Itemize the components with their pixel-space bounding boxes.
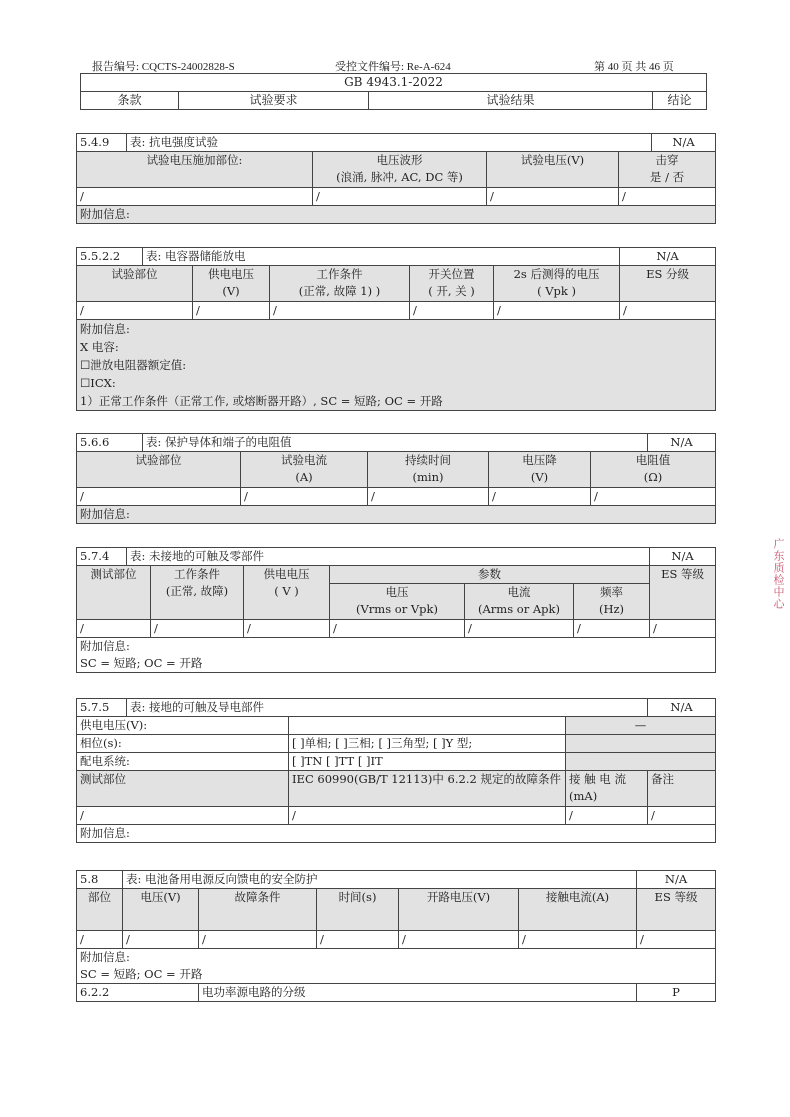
- next-clause-number: 6.2.2: [77, 984, 199, 1002]
- table-5-5-2-2: [76, 247, 716, 411]
- cell: /: [77, 302, 193, 320]
- verdict: N/A: [650, 548, 716, 566]
- cell: /: [77, 807, 289, 825]
- col-header-fault-condition: IEC 60990(GB/T 12113)中 6.2.2 规定的故障条件: [289, 771, 566, 807]
- cell: /: [487, 188, 619, 206]
- col-header-es-class: ES 等级: [650, 566, 716, 620]
- phase-blank: [566, 735, 716, 753]
- col-header-location: 测试部位: [77, 771, 289, 807]
- col-header-2s-voltage: 2s 后测得的电压 ( Vpk ): [494, 266, 620, 302]
- table-5-4-9: [76, 133, 716, 224]
- cell: /: [199, 931, 317, 949]
- table-title: 表: 电容器储能放电: [143, 248, 620, 266]
- col-header-location: 试验部位: [77, 266, 193, 302]
- table-5-7-4: [76, 547, 716, 673]
- cell: /: [193, 302, 270, 320]
- cell: /: [494, 302, 620, 320]
- col-header-remarks: 备注: [648, 771, 716, 807]
- col-result: 试验结果: [369, 92, 653, 110]
- table-title: 表: 保护导体和端子的电阻值: [143, 434, 648, 452]
- table-5-6-6: [76, 433, 716, 524]
- cell: /: [313, 188, 487, 206]
- cell: /: [241, 488, 368, 506]
- clause-number: 5.7.4: [77, 548, 127, 566]
- cell: /: [77, 620, 151, 638]
- clause-number: 5.4.9: [77, 134, 127, 152]
- col-header-location: 试验部位: [77, 452, 241, 488]
- cell: /: [330, 620, 465, 638]
- cell: /: [399, 931, 519, 949]
- col-header-es-class: ES 等级: [637, 889, 716, 931]
- table-5-7-5: [76, 698, 716, 843]
- additional-info: 附加信息:: [77, 206, 716, 224]
- cell: /: [410, 302, 494, 320]
- col-header-condition: 工作条件 (正常, 故障 1) ): [270, 266, 410, 302]
- col-header-frequency: 频率 (Hz): [574, 584, 650, 620]
- cell: /: [151, 620, 244, 638]
- col-header-voltage: 电压(V): [123, 889, 199, 931]
- col-header-touch-current: 接触电流(A): [519, 889, 637, 931]
- seal-stamp: 广东质检中心: [772, 538, 785, 610]
- verdict: N/A: [620, 248, 716, 266]
- clause-number: 5.8: [77, 871, 123, 889]
- col-header-switch: 开关位置 ( 开, 关 ): [410, 266, 494, 302]
- col-header-current: 试验电流 (A): [241, 452, 368, 488]
- col-header-voltage: 试验电压(V): [487, 152, 619, 188]
- phase-options: [ ]单相; [ ]三相; [ ]三角型; [ ]Y 型;: [289, 735, 566, 753]
- report-number: 报告编号: CQCTS-24002828-S: [92, 61, 235, 73]
- cell: /: [77, 488, 241, 506]
- col-header-resistance: 电阻值 (Ω): [591, 452, 716, 488]
- cell: /: [591, 488, 716, 506]
- table-title: 表: 未接地的可触及零部件: [127, 548, 650, 566]
- col-header-waveform: 电压波形 (浪涌, 脉冲, AC, DC 等): [313, 152, 487, 188]
- verdict: N/A: [648, 699, 716, 717]
- cell: /: [123, 931, 199, 949]
- table-5-8: [76, 870, 716, 1002]
- next-clause-verdict: P: [637, 984, 716, 1002]
- verdict: N/A: [637, 871, 716, 889]
- col-header-time: 时间(s): [317, 889, 399, 931]
- cell: /: [77, 188, 313, 206]
- col-clause: 条款: [81, 92, 179, 110]
- col-header-location: 测试部位: [77, 566, 151, 620]
- verdict: N/A: [648, 434, 716, 452]
- col-header-open-voltage: 开路电压(V): [399, 889, 519, 931]
- col-requirement: 试验要求: [179, 92, 369, 110]
- cell: /: [620, 302, 716, 320]
- distribution-label: 配电系统:: [77, 753, 289, 771]
- clause-number: 5.7.5: [77, 699, 127, 717]
- additional-info: 附加信息: SC = 短路; OC = 开路: [77, 949, 716, 984]
- cell: /: [317, 931, 399, 949]
- distribution-blank: [566, 753, 716, 771]
- col-header-duration: 持续时间 (min): [368, 452, 489, 488]
- col-header-supply: 供电电压 (V): [193, 266, 270, 302]
- col-header-location: 部位: [77, 889, 123, 931]
- col-header-location: 试验电压施加部位:: [77, 152, 313, 188]
- page-number: 第 40 页 共 46 页: [594, 61, 674, 73]
- page-header-table: [80, 73, 707, 110]
- cell: /: [77, 931, 123, 949]
- cell: /: [566, 807, 648, 825]
- supply-voltage-label: 供电电压(V):: [77, 717, 289, 735]
- col-header-voltage-drop: 电压降 (V): [489, 452, 591, 488]
- table-title: 表: 接地的可触及导电部件: [127, 699, 648, 717]
- col-header-es-class: ES 分级: [620, 266, 716, 302]
- col-header-touch-current: 接 触 电 流 (mA): [566, 771, 648, 807]
- cell: /: [637, 931, 716, 949]
- col-header-voltage: 电压 (Vrms or Vpk): [330, 584, 465, 620]
- additional-info: 附加信息: X 电容: ☐泄放电阻器额定值: ☐ICX: 1）正常工作条件（正常工作, 或熔断器开路）, SC = 短路; OC = 开路: [77, 320, 716, 411]
- cell: /: [574, 620, 650, 638]
- col-header-current: 电流 (Arms or Apk): [465, 584, 574, 620]
- cell: /: [519, 931, 637, 949]
- document-number: 受控文件编号: Re-A-624: [335, 61, 451, 73]
- cell: /: [368, 488, 489, 506]
- col-header-fault: 故障条件: [199, 889, 317, 931]
- col-verdict: 结论: [653, 92, 707, 110]
- additional-info: 附加信息:: [77, 825, 716, 843]
- supply-voltage-value: [289, 717, 566, 735]
- col-header-breakdown: 击穿 是 / 否: [619, 152, 716, 188]
- table-title: 表: 电池备用电源反向馈电的安全防护: [123, 871, 637, 889]
- next-clause-title: 电功率源电路的分级: [199, 984, 637, 1002]
- cell: /: [489, 488, 591, 506]
- cell: /: [619, 188, 716, 206]
- col-header-condition: 工作条件 (正常, 故障): [151, 566, 244, 620]
- table-title: 表: 抗电强度试验: [127, 134, 652, 152]
- cell: /: [465, 620, 574, 638]
- distribution-options: [ ]TN [ ]TT [ ]IT: [289, 753, 566, 771]
- clause-number: 5.5.2.2: [77, 248, 143, 266]
- additional-info: 附加信息: SC = 短路; OC = 开路: [77, 638, 716, 673]
- cell: /: [289, 807, 566, 825]
- cell: /: [650, 620, 716, 638]
- standard-title: GB 4943.1-2022: [81, 74, 707, 92]
- cell: /: [244, 620, 330, 638]
- supply-voltage-dash: —: [566, 717, 716, 735]
- phase-label: 相位(s):: [77, 735, 289, 753]
- additional-info: 附加信息:: [77, 506, 716, 524]
- verdict: N/A: [652, 134, 716, 152]
- cell: /: [648, 807, 716, 825]
- col-header-parameters: 参数: [330, 566, 650, 584]
- cell: /: [270, 302, 410, 320]
- clause-number: 5.6.6: [77, 434, 143, 452]
- col-header-supply: 供电电压 ( V ): [244, 566, 330, 620]
